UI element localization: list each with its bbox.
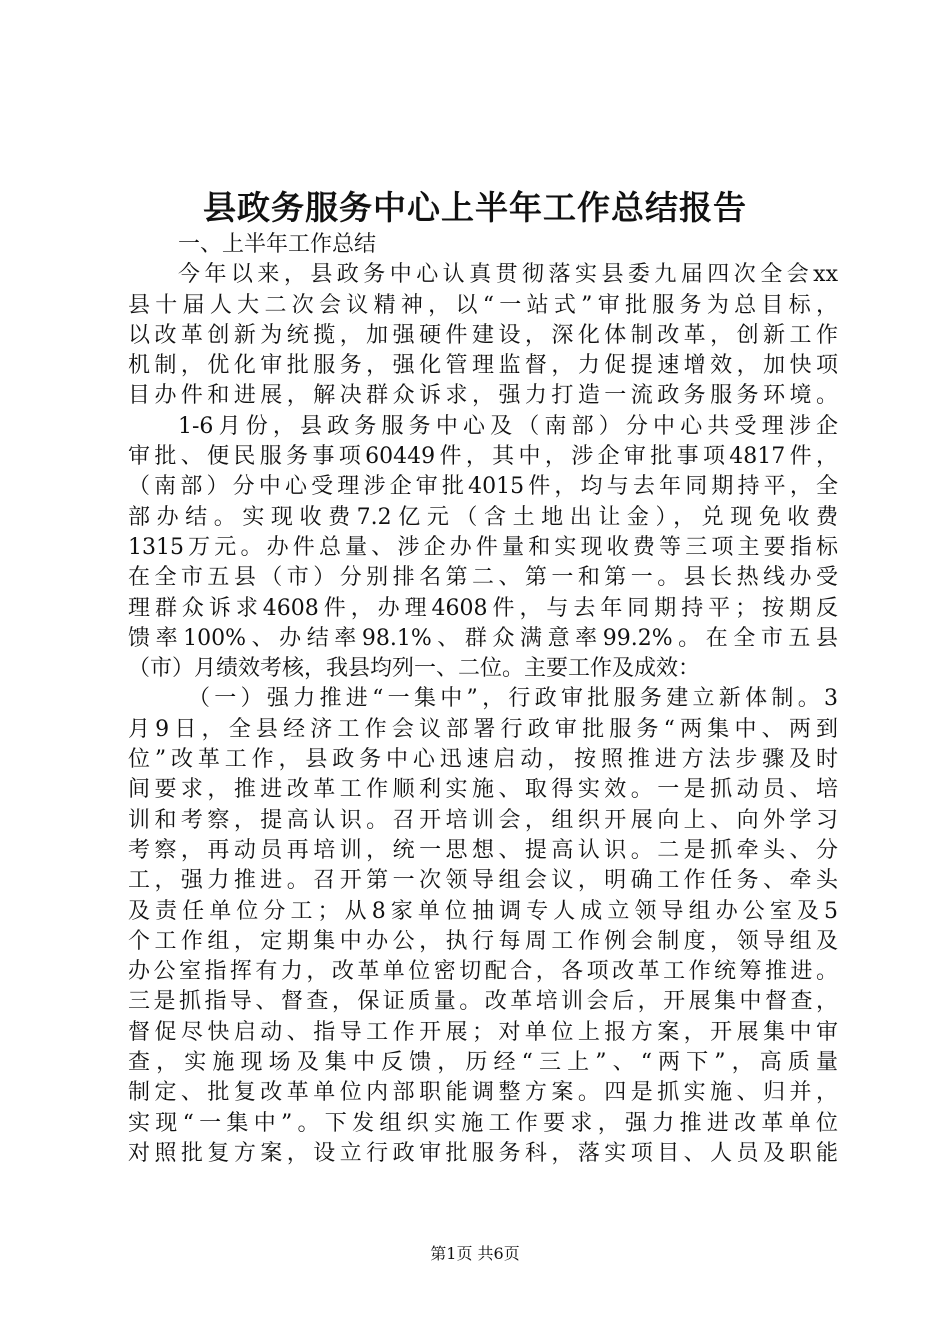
paragraph-line: 办公室指挥有力，改革单位密切配合，各项改革工作统筹推进。 xyxy=(128,959,838,985)
paragraph-line: 工，强力推进。召开第一次领导组会议，明确工作任务、牵头 xyxy=(128,868,838,894)
paragraph-line: 部办结。实现收费7.2亿元（含土地出让金），兑现免收费 xyxy=(128,504,838,530)
paragraph-line: 审批、便民服务事项60449件，其中，涉企审批事项4817件， xyxy=(128,444,838,470)
paragraph-line: 机制，优化审批服务，强化管理监督，力促提速增效，加快项 xyxy=(128,353,838,379)
paragraph-line: 制定、批复改革单位内部职能调整方案。四是抓实施、归并， xyxy=(128,1080,838,1106)
paragraph-line: 及责任单位分工；从8家单位抽调专人成立领导组办公室及5 xyxy=(128,898,838,924)
paragraph-line: 督促尽快启动、指导工作开展；对单位上报方案，开展集中审 xyxy=(128,1019,838,1045)
page-number-footer: 第1页 共6页 xyxy=(430,1244,520,1263)
paragraph-line: 今年以来，县政务中心认真贯彻落实县委九届四次全会xx xyxy=(178,262,838,288)
paragraph-line: 间要求，推进改革工作顺利实施、取得实效。一是抓动员、培 xyxy=(128,777,838,803)
paragraph-line: 训和考察，提高认识。召开培训会，组织开展向上、向外学习 xyxy=(128,807,838,833)
paragraph-line: 查，实施现场及集中反馈，历经“三上”、“两下”，高质量 xyxy=(128,1050,838,1076)
paragraph-line: 位”改革工作，县政务中心迅速启动，按照推进方法步骤及时 xyxy=(128,747,838,773)
paragraph-line: 1-6月份，县政务服务中心及（南部）分中心共受理涉企 xyxy=(178,413,838,439)
paragraph-line: （一）强力推进“一集中”，行政审批服务建立新体制。3 xyxy=(188,686,838,712)
paragraph-line: 个工作组，定期集中办公，执行每周工作例会制度，领导组及 xyxy=(128,928,838,954)
paragraph-line: 1315万元。办件总量、涉企办件量和实现收费等三项主要指标 xyxy=(128,534,838,560)
document-title: 县政务服务中心上半年工作总结报告 xyxy=(203,188,747,227)
paragraph-line: 实现“一集中”。下发组织实施工作要求，强力推进改革单位 xyxy=(128,1110,838,1136)
paragraph-line: 目办件和进展，解决群众诉求，强力打造一流政务服务环境。 xyxy=(128,383,838,409)
paragraph-line: 三是抓指导、督查，保证质量。改革培训会后，开展集中督查， xyxy=(128,989,838,1015)
paragraph-line: 月9日，全县经济工作会议部署行政审批服务“两集中、两到 xyxy=(128,716,838,742)
paragraph-line: 以改革创新为统揽，加强硬件建设，深化体制改革，创新工作 xyxy=(128,322,838,348)
paragraph-line: 一、上半年工作总结 xyxy=(178,232,377,257)
paragraph-line: 县十届人大二次会议精神，以“一站式”审批服务为总目标， xyxy=(128,292,838,318)
document-body xyxy=(128,230,838,1169)
paragraph-line: 考察，再动员再培训，统一思想、提高认识。二是抓牵头、分 xyxy=(128,837,838,863)
paragraph-line: 理群众诉求4608件，办理4608件，与去年同期持平；按期反 xyxy=(128,595,838,621)
paragraph-line: （南部）分中心受理涉企审批4015件，均与去年同期持平，全 xyxy=(128,474,838,500)
paragraph-line: 馈率100%、办结率98.1%、群众满意率99.2%。在全市五县 xyxy=(128,625,838,651)
paragraph-line: （市）月绩效考核，我县均列一、二位。主要工作及成效： xyxy=(128,656,701,682)
paragraph-line: 在全市五县（市）分别排名第二、第一和第一。县长热线办受 xyxy=(128,565,838,591)
paragraph-line: 对照批复方案，设立行政审批服务科，落实项目、人员及职能 xyxy=(128,1140,838,1166)
